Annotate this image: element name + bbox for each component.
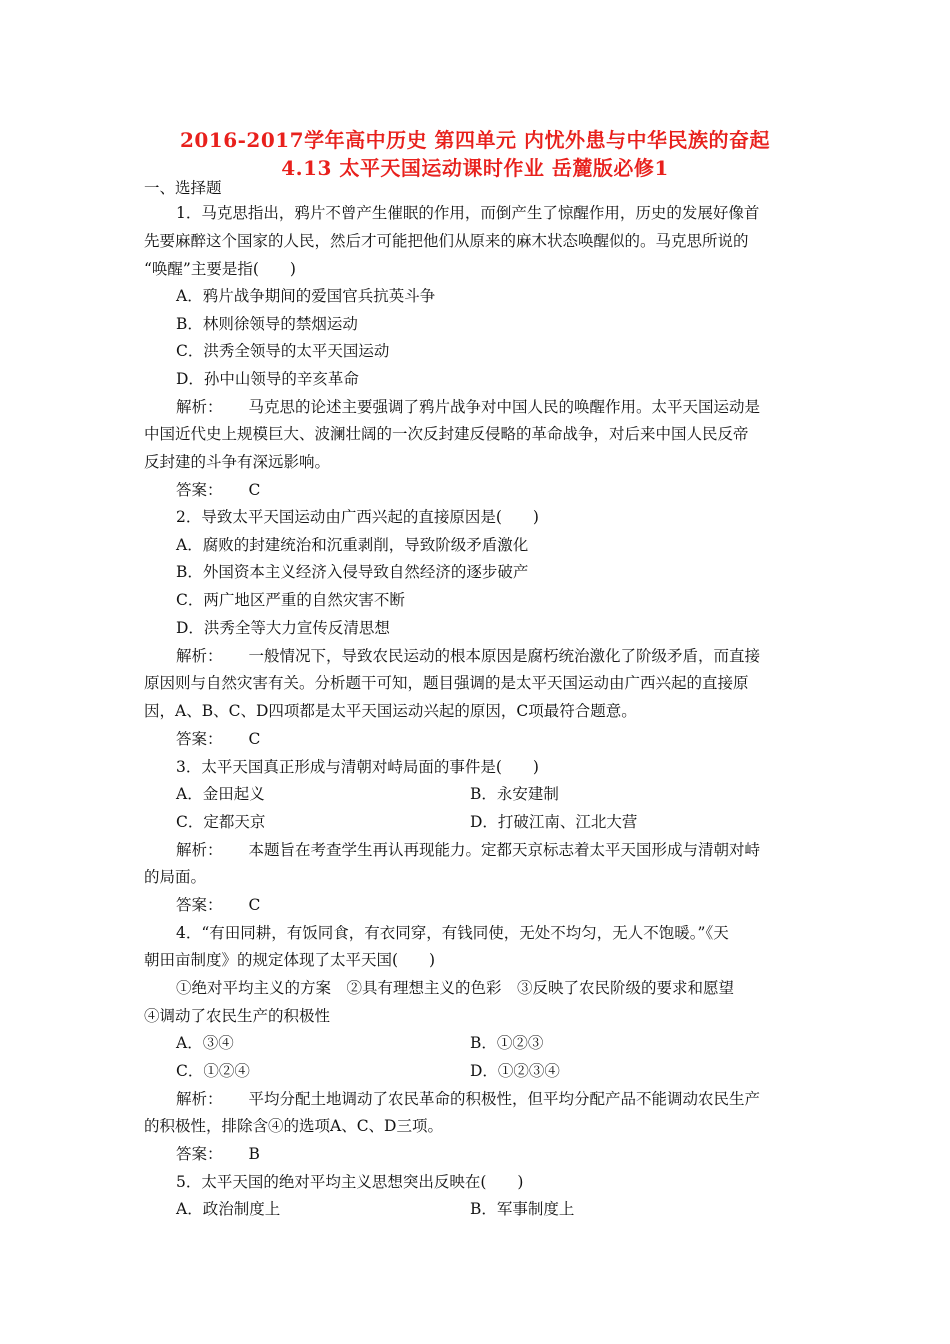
q3-option-c: C．定都天京	[176, 813, 266, 831]
document-title-line-2: 4.13 太平天国运动课时作业 岳麓版必修1	[281, 156, 669, 180]
q5-option-b: B．军事制度上	[470, 1200, 575, 1218]
q2-analysis-line-2: 原因则与自然灾害有关。分析题干可知，题目强调的是太平天国运动由广西兴起的直接原	[144, 674, 749, 692]
q2-option-a: A．腐败的封建统治和沉重剥削，导致阶级矛盾激化	[176, 536, 529, 554]
q1-option-a: A．鸦片战争期间的爱国官兵抗英斗争	[176, 287, 436, 305]
q1-analysis-line-2: 中国近代史上规模巨大、波澜壮阔的一次反封建反侵略的革命战争，对后来中国人民反帝	[144, 425, 749, 443]
q3-analysis-line-2: 的局面。	[144, 868, 207, 886]
q1-analysis-line-1	[176, 397, 760, 417]
q3-answer-label: 答案：	[176, 896, 223, 914]
q4-analysis-line-1	[176, 1089, 760, 1109]
q1-answer-label: 答案：	[176, 481, 223, 499]
q3-answer	[176, 895, 260, 915]
document-title-line-1: 2016-2017学年高中历史 第四单元 内忧外患与中华民族的奋起	[179, 128, 771, 152]
q2-option-d: D．洪秀全等大力宣传反清思想	[176, 619, 390, 637]
q2-analysis-label: 解析：	[176, 647, 223, 665]
q4-analysis-label: 解析：	[176, 1090, 223, 1108]
q4-analysis-line-2: 的积极性，排除含④的选项A、C、D三项。	[144, 1117, 443, 1135]
q1-answer-value: C	[248, 481, 261, 499]
q2-analysis-text: 一般情况下，导致农民运动的根本原因是腐朽统治激化了阶级矛盾，而直接	[248, 647, 761, 665]
q1-analysis-text: 马克思的论述主要强调了鸦片战争对中国人民的唤醒作用。太平天国运动是	[248, 398, 761, 416]
q4-items-line-1: ①绝对平均主义的方案 ②具有理想主义的色彩 ③反映了农民阶级的要求和愿望	[176, 979, 735, 997]
q5-option-a: A．政治制度上	[176, 1200, 281, 1218]
q2-answer-value: C	[248, 730, 261, 748]
q3-stem-line-1: 3．太平天国真正形成与清朝对峙局面的事件是( )	[176, 758, 539, 776]
q1-stem-line-3: “唤醒”主要是指( )	[144, 260, 296, 278]
q4-stem-line-2: 朝田亩制度》的规定体现了太平天国( )	[144, 951, 436, 969]
q2-option-c: C．两广地区严重的自然灾害不断	[176, 591, 405, 609]
q4-answer	[176, 1144, 260, 1164]
q4-option-d: D．①②③④	[470, 1062, 560, 1080]
q3-analysis-label: 解析：	[176, 841, 223, 859]
q3-analysis-line-1	[176, 840, 760, 860]
q4-option-a: A．③④	[176, 1034, 234, 1052]
q4-option-c: C．①②④	[176, 1062, 250, 1080]
q3-option-d: D．打破江南、江北大营	[470, 813, 638, 831]
q2-analysis-line-1	[176, 646, 760, 666]
q2-option-b: B．外国资本主义经济入侵导致自然经济的逐步破产	[176, 563, 529, 581]
q1-option-d: D．孙中山领导的辛亥革命	[176, 370, 359, 388]
q2-stem-line-1: 2．导致太平天国运动由广西兴起的直接原因是( )	[176, 508, 539, 526]
q3-option-b: B．永安建制	[470, 785, 559, 803]
q2-answer	[176, 729, 260, 749]
q1-analysis-line-3: 反封建的斗争有深远影响。	[144, 453, 331, 471]
q3-analysis-text: 本题旨在考查学生再认再现能力。定都天京标志着太平天国形成与清朝对峙	[248, 841, 761, 859]
q1-option-c: C．洪秀全领导的太平天国运动	[176, 342, 390, 360]
q1-analysis-label: 解析：	[176, 398, 223, 416]
q4-answer-value: B	[248, 1145, 260, 1163]
q1-stem-line-1: 1．马克思指出，鸦片不曾产生催眠的作用，而倒产生了惊醒作用，历史的发展好像首	[176, 204, 760, 222]
section-heading: 一、选择题	[144, 179, 222, 197]
q3-answer-value: C	[248, 896, 261, 914]
q1-option-b: B．林则徐领导的禁烟运动	[176, 315, 358, 333]
q4-items-line-2: ④调动了农民生产的积极性	[144, 1007, 331, 1025]
q4-analysis-text: 平均分配土地调动了农民革命的积极性，但平均分配产品不能调动农民生产	[248, 1090, 761, 1108]
q4-stem-line-1: 4．“有田同耕，有饭同食，有衣同穿，有钱同使，无处不均匀，无人不饱暖。”《天	[176, 924, 729, 942]
q2-analysis-line-3: 因，A、B、C、D四项都是太平天国运动兴起的原因，C项最符合题意。	[144, 702, 637, 720]
q4-option-b: B．①②③	[470, 1034, 544, 1052]
q4-answer-label: 答案：	[176, 1145, 223, 1163]
q3-option-a: A．金田起义	[176, 785, 265, 803]
q5-stem-line-1: 5．太平天国的绝对平均主义思想突出反映在( )	[176, 1173, 524, 1191]
q1-answer	[176, 480, 260, 500]
q2-answer-label: 答案：	[176, 730, 223, 748]
q1-stem-line-2: 先要麻醉这个国家的人民，然后才可能把他们从原来的麻木状态唤醒似的。马克思所说的	[144, 232, 749, 250]
